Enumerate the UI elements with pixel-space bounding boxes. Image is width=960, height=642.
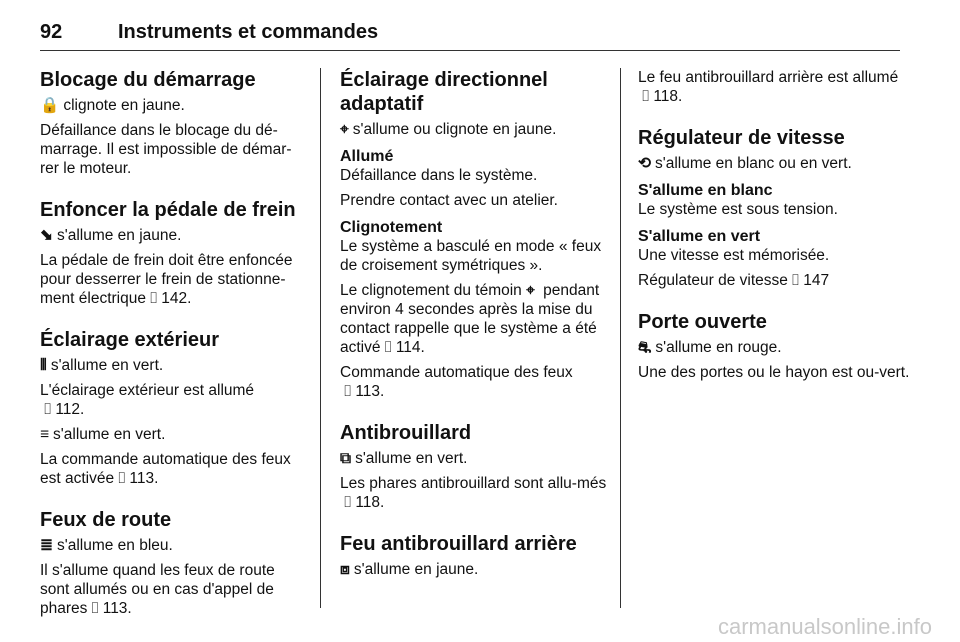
paragraph: Défaillance dans le système. [340,167,538,184]
page-ref-link[interactable]: 113. [355,383,385,400]
page-ref-link[interactable]: 114. [395,339,425,356]
cruise-control-icon: ⟲ [638,155,651,172]
column-divider [320,68,321,608]
page-ref-link[interactable]: 118. [653,88,683,105]
immobilizer-icon: 🔒 [40,97,60,114]
indicator-line: ⧈ s'allume en jaune. [340,561,479,578]
paragraph: Une vitesse est mémorisée. [638,247,830,264]
column-middle [340,68,608,585]
page-title: Instruments et commandes [118,20,379,43]
page-ref-icon: ⌷ [43,401,53,418]
paragraph: La pédale de frein doit être enfoncée pour desserrer le frein de stationne-ment électrique ⌷ 142. [40,252,293,307]
paragraph: Il s'allume quand les feux de route sont allumés ou en cas d'appel de phares ⌷ 113. [40,562,275,617]
page-ref-icon: ⌷ [641,88,651,105]
indicator-line: ⟲ s'allume en blanc ou en vert. [638,155,852,172]
column-divider [620,68,621,608]
indicator-line: ≡ s'allume en vert. [40,426,166,443]
paragraph: Le système est sous tension. [638,201,838,218]
section-title: Feu antibrouillard arrière [340,533,577,555]
indicator-line: ≣ s'allume en bleu. [40,537,173,554]
section-title: Blocage du démarrage [40,69,256,91]
page-ref-link[interactable]: 113. [129,470,159,487]
page-ref-icon: ⌷ [117,470,127,487]
page-ref-link[interactable]: 118. [355,494,385,511]
watermark: carmanualsonline.info [717,614,932,639]
page-ref-link[interactable]: 142. [161,290,192,307]
page-ref-icon: ⌷ [148,290,159,307]
paragraph: Régulateur de vitesse ⌷ 147 [638,272,830,289]
section-title: Régulateur de vitesse [638,127,845,149]
page-ref-icon: ⌷ [383,339,393,356]
exterior-light-icon: ⦀ [40,357,47,374]
paragraph: Défaillance dans le blocage du dé-marrage. Il est impossible de démar-rer le moteur. [40,122,292,177]
subheading: Clignotement [340,219,443,236]
paragraph: Une des portes ou le hayon est ou-vert. [638,364,910,381]
section-title: Feux de route [40,509,172,531]
paragraph: Le clignotement du témoin ⌖ pendant environ 4 secondes après la mise du contact rappelle que le système a été activé ⌷ 114. [340,282,600,356]
page-ref-link[interactable]: 113. [102,600,132,617]
page-ref-link[interactable]: 112. [55,401,85,418]
fog-light-icon: ⧉ [340,450,352,467]
indicator-line: ⛐ s'allume en rouge. [638,339,782,356]
paragraph: La commande automatique des feux est activée ⌷ 113. [40,451,291,487]
page-ref-icon: ⌷ [343,494,353,511]
indicator-line: ⦀ s'allume en vert. [40,357,164,374]
adaptive-light-icon: ⌖ [526,282,535,299]
subheading: Allumé [340,148,394,165]
page-ref-link[interactable]: 147 [803,272,830,289]
paragraph: Commande automatique des feux ⌷ 113. [340,364,573,400]
indicator-line: 🔒 clignote en jaune. [40,97,185,114]
paragraph: L'éclairage extérieur est allumé ⌷ 112. [40,382,255,418]
paragraph: Le système a basculé en mode « feux de croisement symétriques ». [340,238,602,274]
section-title: Porte ouverte [638,311,767,333]
subheading: S'allume en vert [638,228,761,245]
subheading: S'allume en blanc [638,182,773,199]
page-ref-icon: ⌷ [90,600,100,617]
paragraph: Prendre contact avec un atelier. [340,192,558,209]
door-open-icon: ⛐ [638,339,652,356]
section-title: Éclairage directionnel adaptatif [340,69,548,115]
page-ref-icon: ⌷ [343,383,353,400]
indicator-line: ⬊ s'allume en jaune. [40,227,182,244]
page-header [40,14,900,51]
indicator-line: ⌖ s'allume ou clignote en jaune. [340,121,557,138]
section-title: Antibrouillard [340,422,472,444]
paragraph: Les phares antibrouillard sont allu-més⌷ 118. [340,475,607,511]
indicator-line: ⧉ s'allume en vert. [340,450,468,467]
paragraph: Le feu antibrouillard arrière est allumé ⌷ 118. [638,69,899,105]
column-left [40,68,306,624]
rear-fog-light-icon: ⧈ [340,561,350,578]
page-ref-icon: ⌷ [790,272,801,289]
high-beam-icon: ≣ [40,537,53,554]
adaptive-light-icon: ⌖ [340,121,349,138]
brake-pedal-icon: ⬊ [40,227,53,244]
section-title: Éclairage extérieur [40,329,219,351]
page-number: 92 [40,20,63,43]
column-right [638,68,910,388]
section-title: Enfoncer la pédale de frein [40,199,296,221]
auto-light-icon: ≡ [40,426,50,443]
